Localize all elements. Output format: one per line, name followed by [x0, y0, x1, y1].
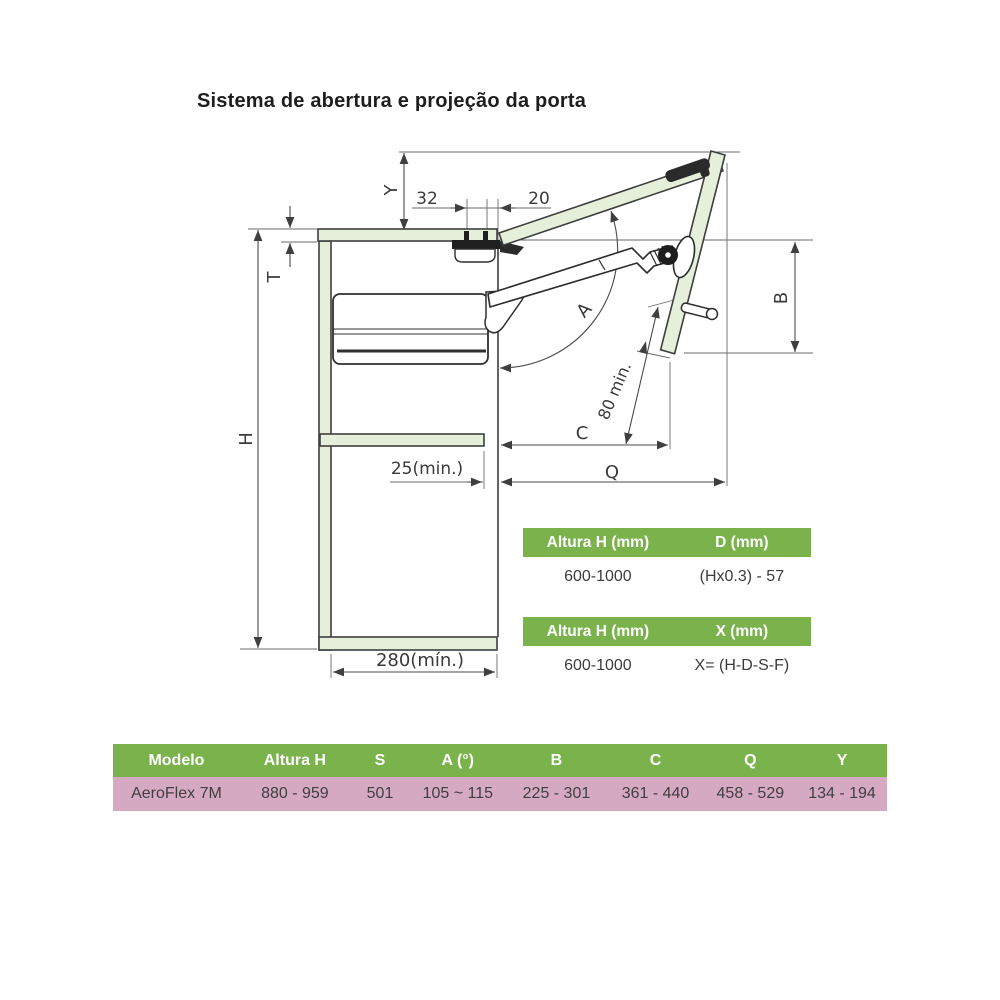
column-header-altura-h: Altura H	[263, 751, 326, 769]
label-y: Y	[381, 184, 402, 196]
cell-b: 225 - 301	[522, 785, 591, 802]
spec-table-d-header	[523, 528, 811, 557]
cabinet-shelf	[320, 434, 484, 446]
hinge-body	[452, 240, 500, 249]
hinge-cup	[455, 249, 495, 262]
cabinet-bottom-panel	[319, 637, 497, 650]
cell-altura-h: 600-1000	[564, 657, 632, 674]
model-table-header	[113, 744, 887, 777]
spec-table-x-header	[523, 617, 811, 646]
cell-d-formula: (Hx0.3) - 57	[699, 568, 785, 585]
page-title: Sistema de abertura e projeção da porta	[197, 90, 587, 112]
label-b: B	[771, 291, 792, 305]
cell-x-formula: X= (H-D-S-F)	[694, 657, 790, 674]
spec-table-d	[523, 528, 811, 597]
arm-body	[488, 246, 676, 307]
label-25min: 25(min.)	[390, 459, 464, 479]
model-table	[113, 744, 887, 811]
column-header-c: C	[649, 751, 662, 769]
arm-pivot-pin	[665, 252, 671, 258]
cell-s: 501	[366, 785, 394, 802]
label-280min: 280(mín.)	[375, 650, 465, 671]
label-32: 32	[416, 189, 438, 209]
column-header: Altura H (mm)	[546, 533, 650, 551]
column-header-modelo: Modelo	[148, 751, 205, 769]
cell-modelo: AeroFlex 7M	[131, 785, 222, 802]
door-knob-cap	[707, 309, 718, 320]
column-header: Altura H (mm)	[546, 622, 650, 640]
table-row	[113, 777, 887, 811]
hinge-screw-left	[464, 231, 469, 241]
label-h: H	[236, 432, 257, 446]
label-t: T	[264, 271, 285, 283]
cabinet	[318, 229, 498, 650]
column-header-s: S	[374, 751, 386, 769]
table-row	[523, 557, 811, 597]
label-q: Q	[604, 462, 620, 483]
label-c: C	[575, 423, 589, 444]
column-header-a: A (°)	[441, 751, 475, 769]
dim-arrow-80min-mid	[639, 341, 647, 354]
cell-altura-h: 600-1000	[564, 568, 632, 585]
column-header-q: Q	[744, 751, 757, 769]
cell-y: 134 - 194	[808, 785, 876, 802]
column-header: D (mm)	[715, 533, 769, 551]
cell-c: 361 - 440	[621, 785, 690, 802]
spec-table-x	[523, 617, 811, 686]
cell-a: 105 ~ 115	[422, 785, 493, 802]
cell-q: 458 - 529	[716, 785, 785, 802]
column-header: X (mm)	[715, 622, 769, 640]
label-a: A	[572, 298, 597, 322]
label-80min: 80 min.	[593, 359, 636, 423]
cabinet-top-panel	[318, 229, 497, 241]
table-row	[523, 646, 811, 686]
column-header-y: Y	[836, 751, 848, 769]
column-header-b: B	[550, 751, 563, 769]
hinge-screw-right	[483, 231, 488, 241]
label-20: 20	[528, 189, 550, 209]
cell-altura-h: 880 - 959	[261, 785, 329, 802]
